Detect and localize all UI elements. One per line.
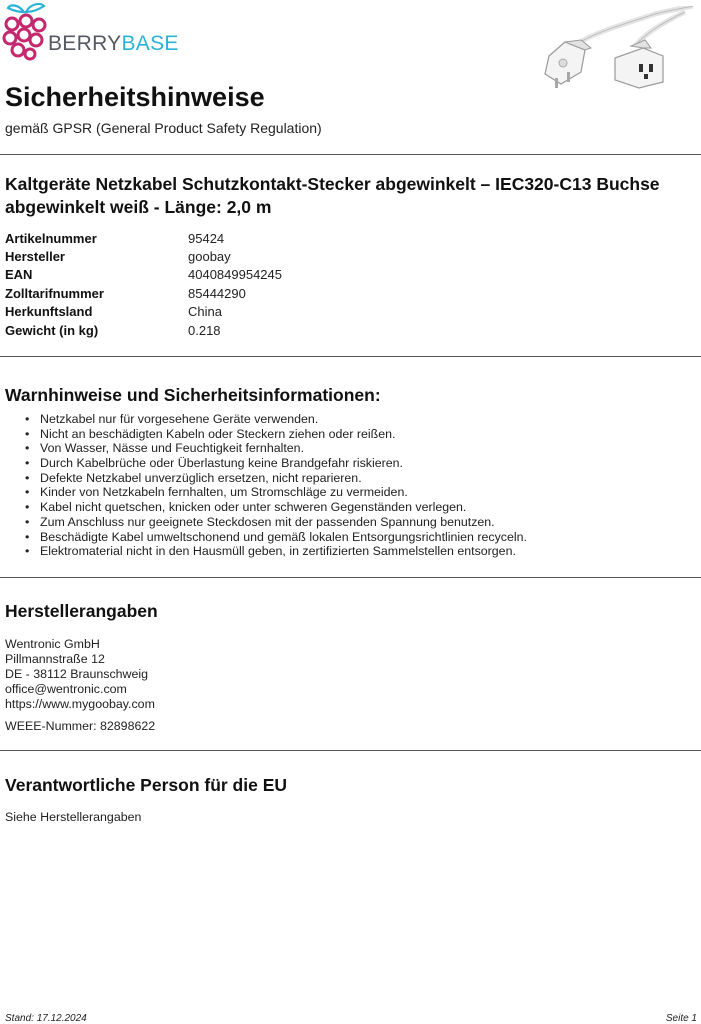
spec-value: 4040849954245	[188, 267, 282, 283]
spec-value: 0.218	[188, 322, 221, 338]
spec-value: 95424	[188, 230, 225, 246]
spec-row	[5, 247, 282, 265]
spec-label: Gewicht (in kg)	[5, 322, 99, 338]
footer-date: Stand: 17.12.2024	[5, 1013, 87, 1024]
list-item: • Beschädigte Kabel umweltschonend und gemäß lokalen Entsorgungsrichtlinien recyceln.	[22, 530, 527, 545]
eu-person-heading: Verantwortliche Person für die EU	[5, 775, 288, 795]
product-title: Kaltgeräte Netzkabel Schutzkontakt-Stecker abgewinkelt – IEC320-C13 Buchse abgewinkelt weiß - Länge: 2,0 m	[5, 174, 660, 217]
berry-logo-icon	[2, 2, 50, 64]
list-item: • Elektromaterial nicht in den Hausmüll geben, in zertifizierten Sammelstellen entsorgen.	[22, 544, 527, 559]
warnings-heading: Warnhinweise und Sicherheitsinformationen:	[5, 385, 381, 405]
spec-label: Herkunftsland	[5, 304, 93, 320]
brand-name-part2: BASE	[121, 32, 179, 55]
berrybase-logo	[2, 2, 179, 62]
list-item: • Kabel nicht quetschen, knicken oder unter schweren Gegenständen verlegen.	[22, 500, 527, 515]
divider	[0, 577, 701, 578]
spec-value: goobay	[188, 249, 231, 265]
spec-value: 85444290	[188, 285, 246, 301]
spec-row	[5, 303, 282, 321]
spec-row	[5, 266, 282, 284]
power-cable-image	[535, 6, 695, 90]
manufacturer-name: Wentronic GmbH	[5, 637, 100, 651]
list-item: • Netzkabel nur für vorgesehene Geräte verwenden.	[22, 412, 527, 427]
divider	[0, 750, 701, 751]
manufacturer-address	[5, 637, 155, 712]
eu-person-text: Siehe Herstellerangaben	[5, 810, 142, 824]
spec-row	[5, 284, 282, 302]
list-item: • Von Wasser, Nässe und Feuchtigkeit fernhalten.	[22, 441, 527, 456]
spec-row	[5, 229, 282, 247]
manufacturer-street: Pillmannstraße 12	[5, 651, 105, 666]
spec-label: Zolltarifnummer	[5, 285, 104, 301]
page-subtitle: gemäß GPSR (General Product Safety Regulation)	[5, 120, 322, 136]
brand-name-part1: BERRY	[48, 32, 122, 55]
page-title: Sicherheitshinweise	[5, 82, 265, 112]
brand-name	[48, 32, 179, 56]
divider	[0, 356, 701, 357]
spec-row	[5, 321, 282, 339]
warnings-list	[22, 412, 527, 559]
manufacturer-website: https://www.mygoobay.com	[5, 696, 155, 711]
footer-page-number: Seite 1	[665, 1013, 697, 1024]
spec-table	[5, 229, 282, 339]
manufacturer-email: office@wentronic.com	[5, 681, 127, 696]
weee-number: WEEE-Nummer: 82898622	[5, 719, 156, 733]
divider	[0, 154, 701, 155]
list-item: • Zum Anschluss nur geeignete Steckdosen mit der passenden Spannung benutzen.	[22, 515, 527, 530]
list-item: • Kinder von Netzkabeln fernhalten, um Stromschläge zu vermeiden.	[22, 485, 527, 500]
spec-label: Hersteller	[5, 249, 65, 265]
list-item: • Nicht an beschädigten Kabeln oder Steckern ziehen oder reißen.	[22, 427, 527, 442]
list-item: • Defekte Netzkabel unverzüglich ersetzen, nicht reparieren.	[22, 471, 527, 486]
list-item: • Durch Kabelbrüche oder Überlastung keine Brandgefahr riskieren.	[22, 456, 527, 471]
manufacturer-city: DE - 38112 Braunschweig	[5, 666, 149, 681]
spec-label: EAN	[5, 267, 33, 283]
spec-label: Artikelnummer	[5, 230, 97, 246]
spec-value: China	[188, 304, 222, 320]
manufacturer-heading: Herstellerangaben	[5, 601, 158, 621]
